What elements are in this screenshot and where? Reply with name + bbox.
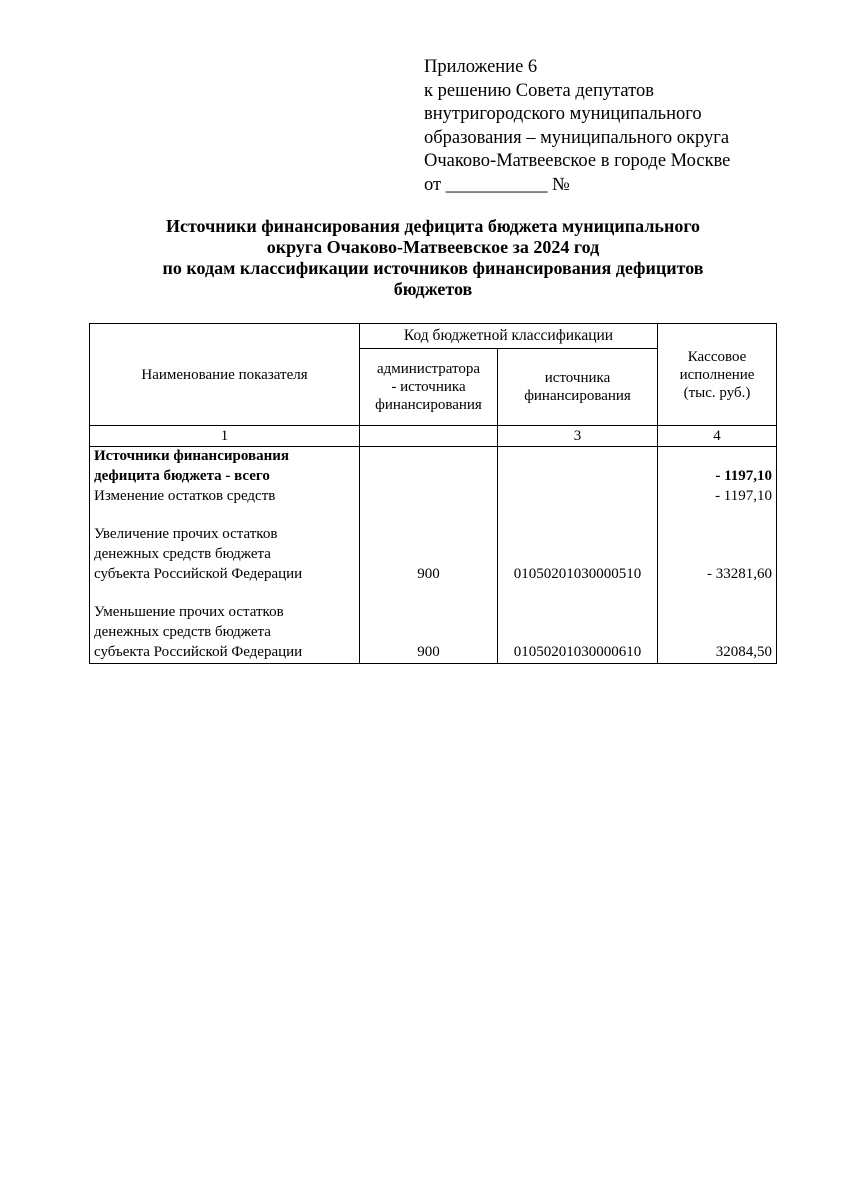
row-decrease-name: Уменьшение прочих остатков [94,604,284,620]
row-total-name: дефицита бюджета - всего [94,468,270,484]
cash-execution-cell [658,447,777,664]
appendix-line: к решению Совета депутатов [424,80,654,101]
row-increase-name: денежных средств бюджета [94,546,271,562]
row-increase-name: Увеличение прочих остатков [94,526,278,542]
row-total-name: Источники финансирования [94,448,289,464]
row-decrease-code: 01050201030000610 [513,644,642,660]
appendix-line: внутригородского муниципального [424,104,702,124]
header-result-line: Кассовое [687,348,747,365]
row-total-value: - 1197,10 [715,468,773,484]
column-number: 3 [498,426,658,447]
source-code-cell [498,447,658,664]
row-increase-name: субъекта Российской Федерации [94,566,303,582]
header-result-line: исполнение [679,366,755,383]
header-admin-line: финансирования [375,397,482,413]
title-line: бюджетов [393,279,473,299]
column-number: 4 [658,426,777,447]
appendix-line: Очаково-Матвеевское в городе Москве [424,151,731,171]
indicator-name-cell [90,447,360,664]
header-classification-code: Код бюджетной классификации [360,324,658,349]
header-source [498,349,658,426]
column-number-row [90,426,777,447]
row-decrease-value: 32084,50 [715,644,773,660]
title-line: Источники финансирования дефицита бюджета муниципального [165,216,701,236]
table-row [90,447,777,664]
header-admin-line: - источника [391,379,466,395]
financing-sources-table [89,323,777,664]
header-administrator [360,349,498,426]
row-decrease-name: денежных средств бюджета [94,624,271,640]
row-decrease-admin: 900 [417,644,440,660]
row-decrease-name: субъекта Российской Федерации [94,644,303,660]
header-source-line: источника [544,370,611,386]
appendix-line: образования – муниципального округа [424,127,730,148]
administrator-code-cell [360,447,498,664]
header-source-line: финансирования [524,388,631,404]
title-line: округа Очаково-Матвеевское за 2024 год [266,237,600,257]
row-increase-value: - 33281,60 [707,566,773,582]
column-number: 1 [90,426,360,447]
appendix-line: от ___________ № [424,174,570,195]
column-number [360,426,498,447]
appendix-note [424,56,824,197]
row-change-value: - 1197,10 [715,488,773,504]
document-title [90,216,776,300]
row-increase-code: 01050201030000510 [513,566,642,582]
row-increase-admin: 900 [417,566,440,582]
row-change-name: Изменение остатков средств [94,488,276,504]
header-cash-execution [658,324,777,426]
header-indicator-name: Наименование показателя [90,324,360,426]
header-result-line: (тыс. руб.) [683,384,751,401]
header-admin-line: администратора [376,361,481,377]
appendix-line: Приложение 6 [424,57,538,77]
title-line: по кодам классификации источников финансирования дефицитов [162,258,704,278]
